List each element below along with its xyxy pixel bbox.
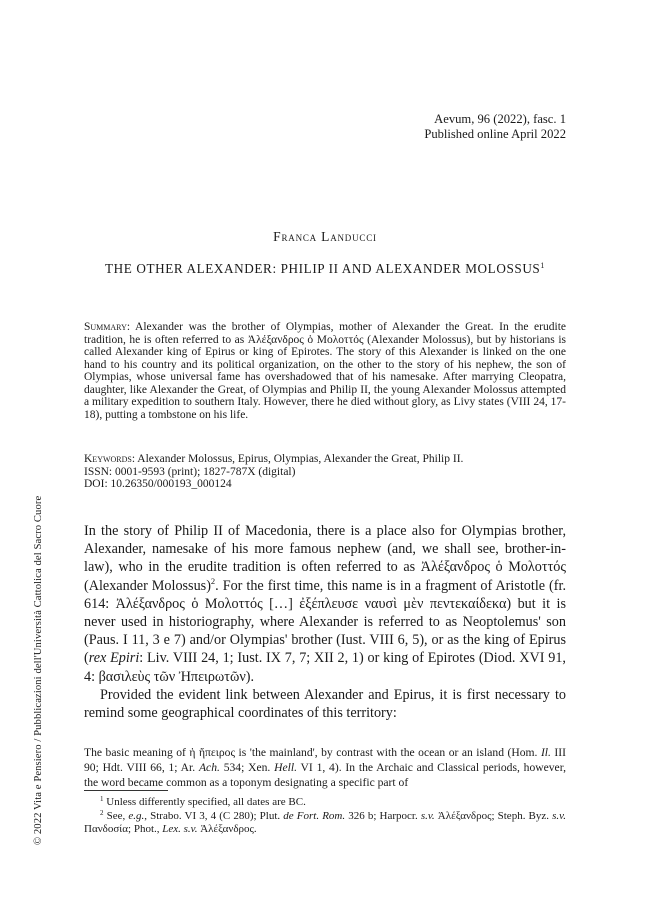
footnote-italic: Lex. s.v. xyxy=(162,823,198,836)
journal-header xyxy=(424,112,566,142)
article-title xyxy=(0,261,650,277)
footnote-text: Ἀλέξανδρος; Steph. Byz. xyxy=(434,809,553,822)
copyright-sidebar: © 2022 Vita e Pensiero / Pubblicazioni dell'Università Cattolica del Sacro Cuore xyxy=(33,495,44,845)
footnote-italic: de Fort. Rom. xyxy=(283,809,346,822)
quote-text-run: 534; Xen. xyxy=(219,760,275,774)
quote-italic-run: Ach. xyxy=(198,760,220,774)
footnote-italic: e.g. xyxy=(128,809,145,822)
quote-text-run: VI 1, 4). In the Archaic and Classical periods, however, the word became common as a toponym designating a specific part of xyxy=(84,760,566,789)
block-quote xyxy=(84,746,566,791)
article-title-text: THE OTHER ALEXANDER: PHILIP II AND ALEXANDER MOLOSSUS xyxy=(105,261,541,276)
footnote-separator xyxy=(84,790,168,791)
publication-date: Published online April 2022 xyxy=(424,127,566,141)
footnotes xyxy=(84,796,566,837)
footnote-text: Πανδοσία; Phot., xyxy=(84,823,163,836)
body-text-run: : Liv. VIII 24, 1; Iust. IX 7, 7; XII 2, 1) or king of Epirotes (Diod. XVI 91, 4: βασιλεὺς τῶν Ἠπειρωτῶν). xyxy=(84,650,566,685)
issn-line: ISSN: 0001-9593 (print); 1827-787X (digital) xyxy=(84,465,296,478)
footnote-text: Unless differently specified, all dates are BC. xyxy=(103,796,306,808)
footnote-italic: s.v. xyxy=(420,809,435,822)
body-paragraph-1 xyxy=(84,522,566,686)
footnote-number: 2 xyxy=(100,808,104,817)
quote-italic-run: Hell. xyxy=(274,760,297,774)
body-italic-run: rex Epiri xyxy=(88,650,140,667)
keywords-label: Keywords: xyxy=(84,453,136,465)
footnote-text: Ἀλέξανδρος. xyxy=(197,823,257,836)
journal-issue: Aevum, 96 (2022), fasc. 1 xyxy=(434,112,566,126)
quote-text-run: The basic meaning of ἡ ἤπειρος is 'the mainland', by contrast with the ocean or an island (Hom. xyxy=(84,746,541,759)
keywords-text: Alexander Molossus, Epirus, Olympias, Alexander the Great, Philip II. xyxy=(135,453,464,465)
body-text-run: . For the first time, this name is in a fragment of Aristotle (fr. 614: Ἀλέξανδρος ὁ Μολοττός […] ἐξέπλευσε ναυσὶ μὲν πεντεκαίδεκα) but it is never used in historiography, where Alexander is referred to as Neoptolemus' son (Paus. I 11, 3 e 7) and/or Olympias' brother (Iust. VIII 6, 5), or as the king of Epirus ( xyxy=(84,577,566,667)
footnote-1 xyxy=(84,796,566,810)
footnote-text: , Strabo. VI 3, 4 (C 280); Plut. xyxy=(144,809,284,822)
body-paragraph-2: Provided the evident link between Alexander and Epirus, it is first necessary to remind some geographical coordinates of this territory: xyxy=(84,686,566,722)
quote-italic-run: Il. xyxy=(540,746,551,759)
article-metadata xyxy=(84,453,566,491)
footnote-number: 1 xyxy=(100,795,104,803)
footnote-mark: 2 xyxy=(210,575,216,586)
title-footnote-mark: 1 xyxy=(540,261,545,270)
footnote-text: 326 b; Harpocr. xyxy=(345,809,421,822)
body-text-run: In the story of Philip II of Macedonia, there is a place also for Olympias brother, Alexander, namesake of his more famous nephew (and, we shall see, brother-in-law), who in the erudite tradition is often referred to as Ἀλέξανδρος ὁ Μολοττός (Alexander Molossus) xyxy=(84,523,566,594)
author-name: Franca Landucci xyxy=(273,229,377,244)
footnote-2 xyxy=(84,810,566,837)
summary xyxy=(84,321,566,421)
keywords-line xyxy=(84,453,566,466)
doi-line: DOI: 10.26350/000193_000124 xyxy=(84,478,232,490)
footnote-italic: s.v. xyxy=(552,809,567,822)
summary-text: Alexander was the brother of Olympias, mother of Alexander the Great. In the erudite tradition, he is often referred to as Ἀλέξανδρος ὁ Μολοττός (Alexander Molossus), but by historians is called Alexander king of Epirus or king of Epirotes. The story of this Alexander is linked on the one hand to his country and its political organization, on the other to the story of his nephew, the son of Olympias, whose universal fame has overshadowed that of his namesake. After marrying Cleopatra, daughter, like Alexander the Great, of Olympias and Philip II, the young Alexander Molossus attempted a military expedition to southern Italy. However, there he died without glory, as Livy states (VIII 24, 17-18), putting a tombstone on his life. xyxy=(84,321,566,421)
body-text xyxy=(84,522,566,722)
footnote-text: See, xyxy=(103,809,129,822)
quote-text-run: III 90; Hdt. VIII 66, 1; Ar. xyxy=(84,746,566,774)
summary-label: Summary: xyxy=(84,321,131,333)
